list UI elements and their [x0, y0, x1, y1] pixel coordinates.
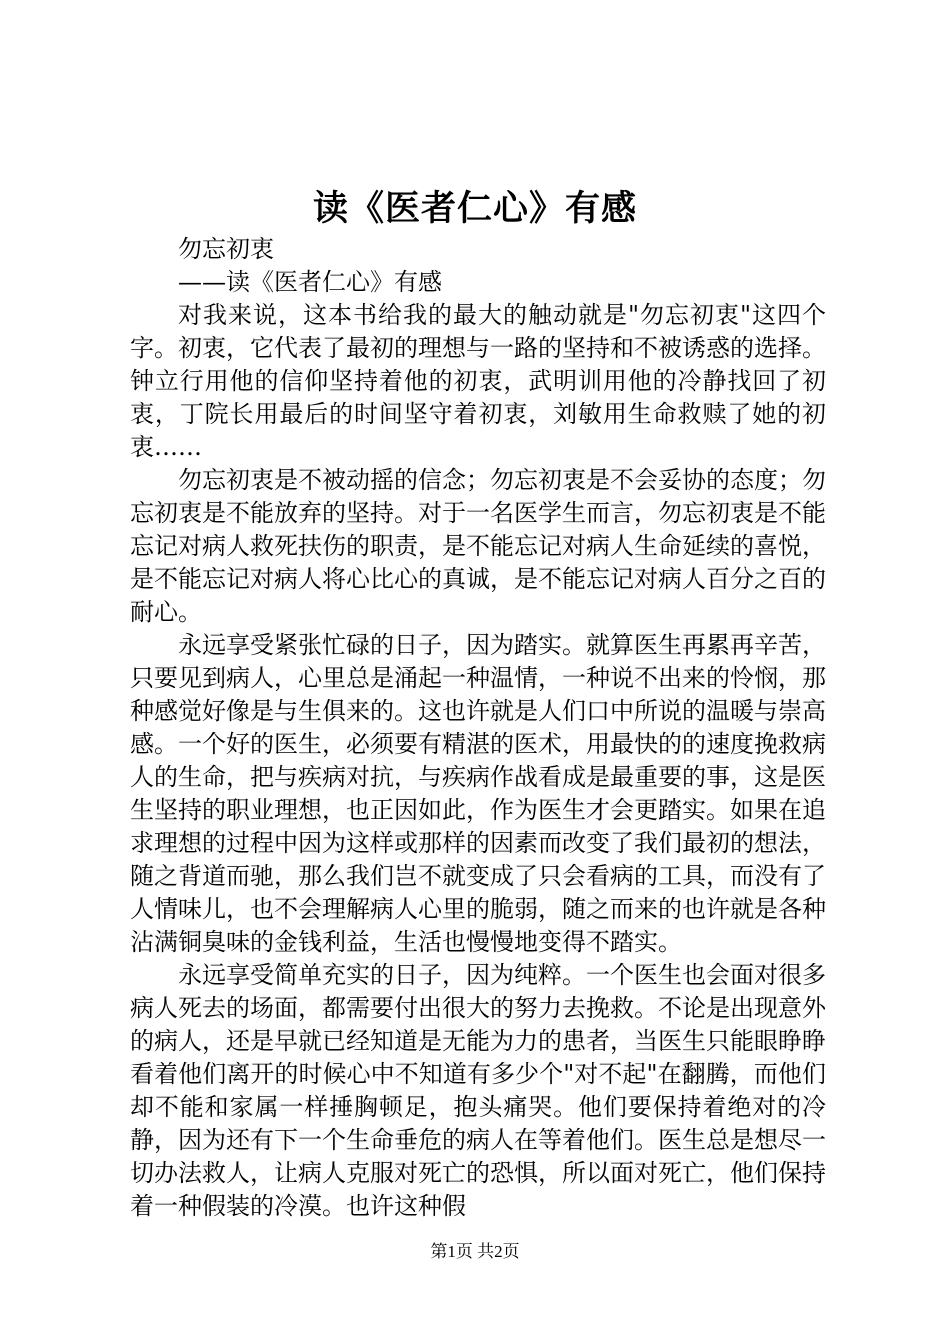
body-paragraph: 永远享受紧张忙碌的日子，因为踏实。就算医生再累再辛苦，只要见到病人，心里总是涌起一种温情，一种说不出来的怜悯，那种感觉好像是与生俱来的。这也许就是人们口中所说的温暖与崇高感。一个好的医生，必须要有精湛的医术，用最快的的速度挽救病人的生命，把与疾病对抗，与疾病作战看成是最重要的事，这是医生坚持的职业理想，也正因如此，作为医生才会更踏实。如果在追求理想的过程中因为这样或那样的因素而改变了我们最初的想法，随之背道而驰，那么我们岂不就变成了只会看病的工具，而没有了人情味儿，也不会理解病人心里的脆弱，随之而来的也许就是各种沾满铜臭味的金钱利益，生活也慢慢地变得不踏实。 [130, 631, 826, 956]
document-body [130, 233, 826, 1223]
body-paragraph: 对我来说，这本书给我的最大的触动就是"勿忘初衷"这四个字。初衷，它代表了最初的理想与一路的坚持和不被诱惑的选择。钟立行用他的信仰坚持着他的初衷，武明训用他的冷静找回了初衷，丁院长用最后的时间坚守着初衷，刘敏用生命救赎了她的初衷…… [130, 301, 826, 461]
document-title: 读《医者仁心》有感 [312, 188, 637, 229]
body-paragraph: 永远享受简单充实的日子，因为纯粹。一个医生也会面对很多病人死去的场面，都需要付出很大的努力去挽救。不论是出现意外的病人，还是早就已经知道是无能为力的患者，当医生只能眼睁睁看着他们离开的时候心中不知道有多少个"对不起"在翻腾，而他们却不能和家属一样捶胸顿足，抱头痛哭。他们要保持着绝对的冷静，因为还有下一个生命垂危的病人在等着他们。医生总是想尽一切办法救人，让病人克服对死亡的恐惧，所以面对死亡，他们保持着一种假装的冷漠。也许这种假 [130, 961, 826, 1220]
body-paragraph: 勿忘初衷是不被动摇的信念；勿忘初衷是不会妥协的态度；勿忘初衷是不能放弃的坚持。对于一名医学生而言，勿忘初衷是不能忘记对病人救死扶伤的职责，是不能忘记对病人生命延续的喜悦，是不能忘记对病人将心比心的真诚，是不能忘记对病人百分之百的耐心。 [130, 466, 826, 626]
subtitle-line: ——读《医者仁心》有感 [178, 268, 442, 296]
page-footer: 第1页 共2页 [430, 1242, 520, 1261]
subtitle-line: 勿忘初衷 [178, 235, 274, 263]
